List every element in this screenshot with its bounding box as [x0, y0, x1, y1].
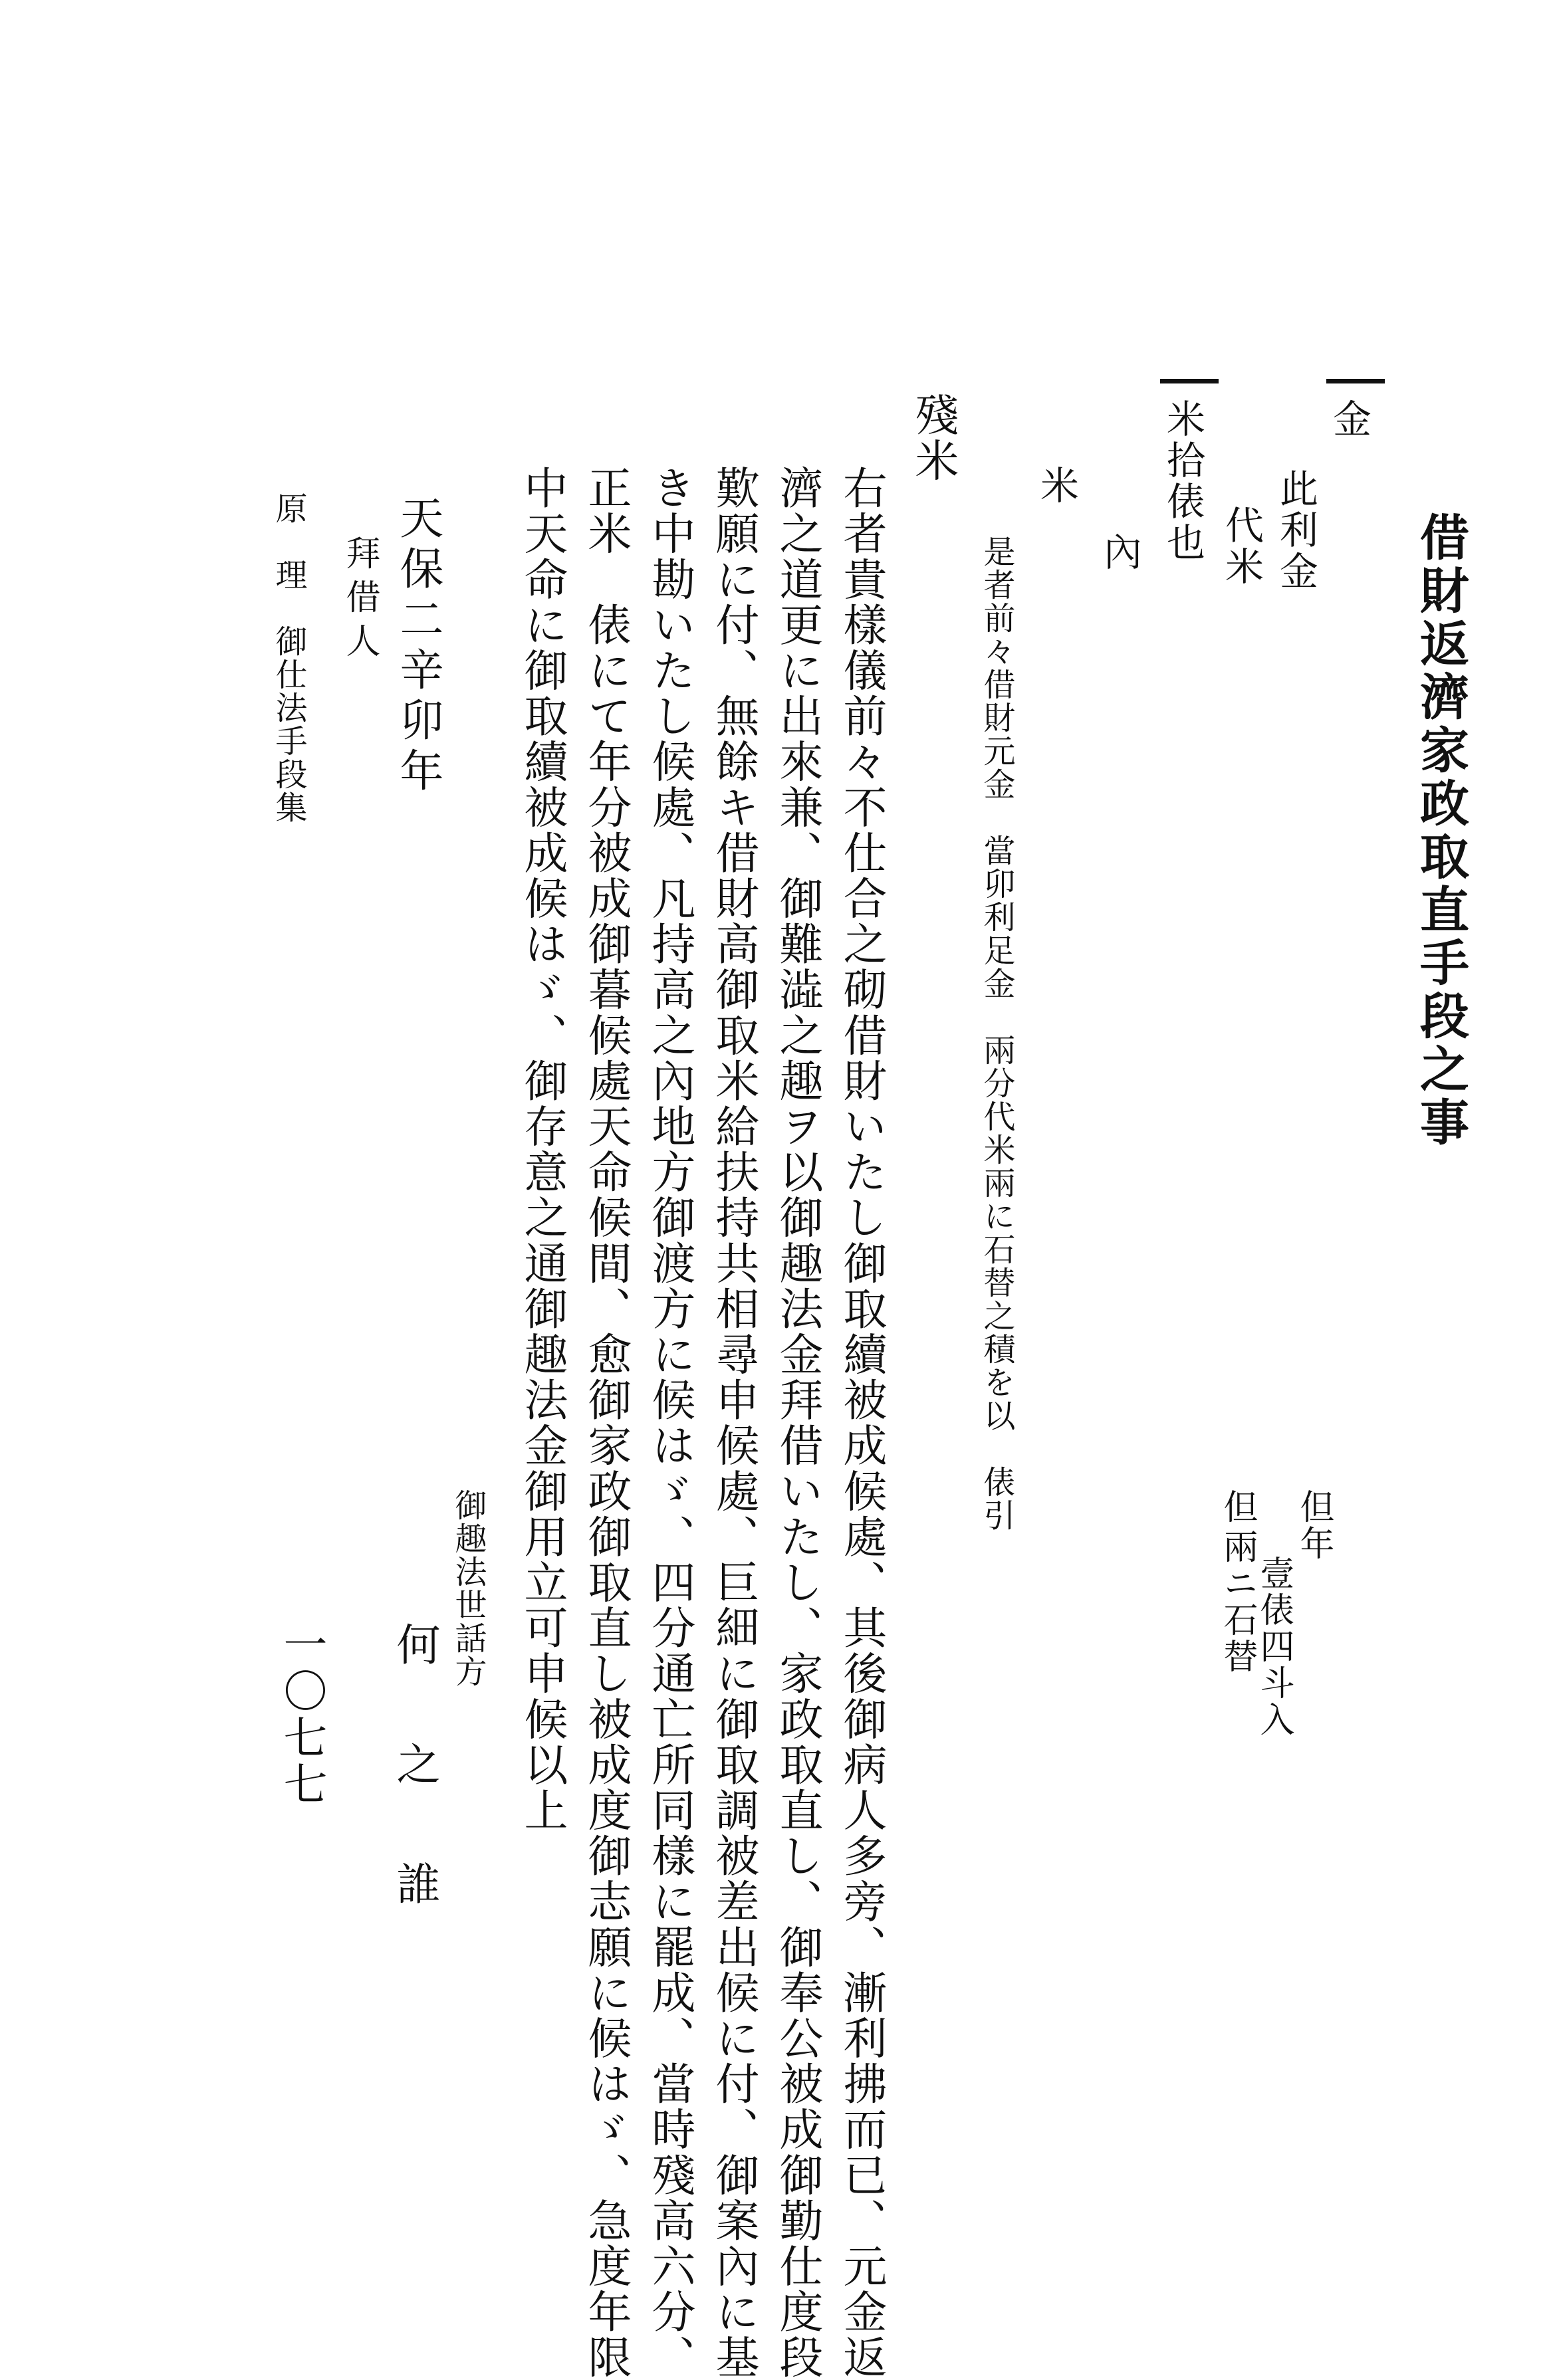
item2-note: 是者前々借財元金 當卯利足金 兩分代米兩に石替之積を以 俵引	[978, 535, 1015, 1532]
document-date: 天保二辛卯年	[392, 495, 443, 798]
annotation-exchange: 兩ニ石替	[1217, 1529, 1257, 1675]
body-line-remaining-rice: 殘米	[907, 392, 959, 484]
source-reference: 原 理 御仕法手段集	[270, 492, 307, 824]
body-line: 中天命に御取續被成候はゞ、御存意之通御趣法金御用立可申候以上	[517, 465, 568, 1833]
body-line: 正米 俵にて年分被成御暮候處天命候間、愈御家政御取直し被成度御志願に候はゞ、急度年限	[580, 465, 632, 2380]
body-line: 濟之道更に出來兼、御難澁之趣ヲ以御趣法金拜借いたし、家政取直し、御奉公被成御勤仕度段	[772, 465, 823, 2380]
item2-rice: 米	[1034, 465, 1079, 506]
item2-label: 米拾俵也	[1160, 399, 1205, 564]
body-line: 右者貴樣儀前々不仕合之砌借財いたし御取續被成候處、其後御病人多旁、漸利拂而已、元金返	[836, 465, 887, 2380]
item1-rice-substitute: 代米	[1219, 505, 1264, 588]
item-bullet-one	[1326, 379, 1385, 383]
borrower-label: 拜借人	[340, 535, 380, 667]
annotation-bale: 壹俵四斗入	[1254, 1555, 1294, 1738]
signature-name: 何 之 誰	[389, 1622, 440, 1921]
item2-inner: 內	[1097, 532, 1142, 573]
signature-office: 御趣法世話方	[449, 1489, 487, 1688]
annotation-but: 但	[1217, 1489, 1257, 1525]
body-line: 歎願に付、無餘キ借財高御取米給扶持共相尋申候處、巨細に御取調被差出候に付、御案內に基	[708, 465, 759, 2380]
page-number: 一〇七七	[276, 1622, 327, 1808]
item1-interest: 此利金	[1273, 469, 1318, 592]
item-bullet-two	[1160, 379, 1219, 383]
item1-label: 金	[1326, 399, 1372, 440]
annotation-year: 但年	[1294, 1489, 1334, 1562]
body-line: き中勘いたし候處、凡持高之內地方御渡方に候はゞ、四分通亡所同樣に罷成、當時殘高六分、	[644, 465, 695, 2380]
page-title: 借財返濟家政取直手段之事	[1412, 512, 1469, 1150]
